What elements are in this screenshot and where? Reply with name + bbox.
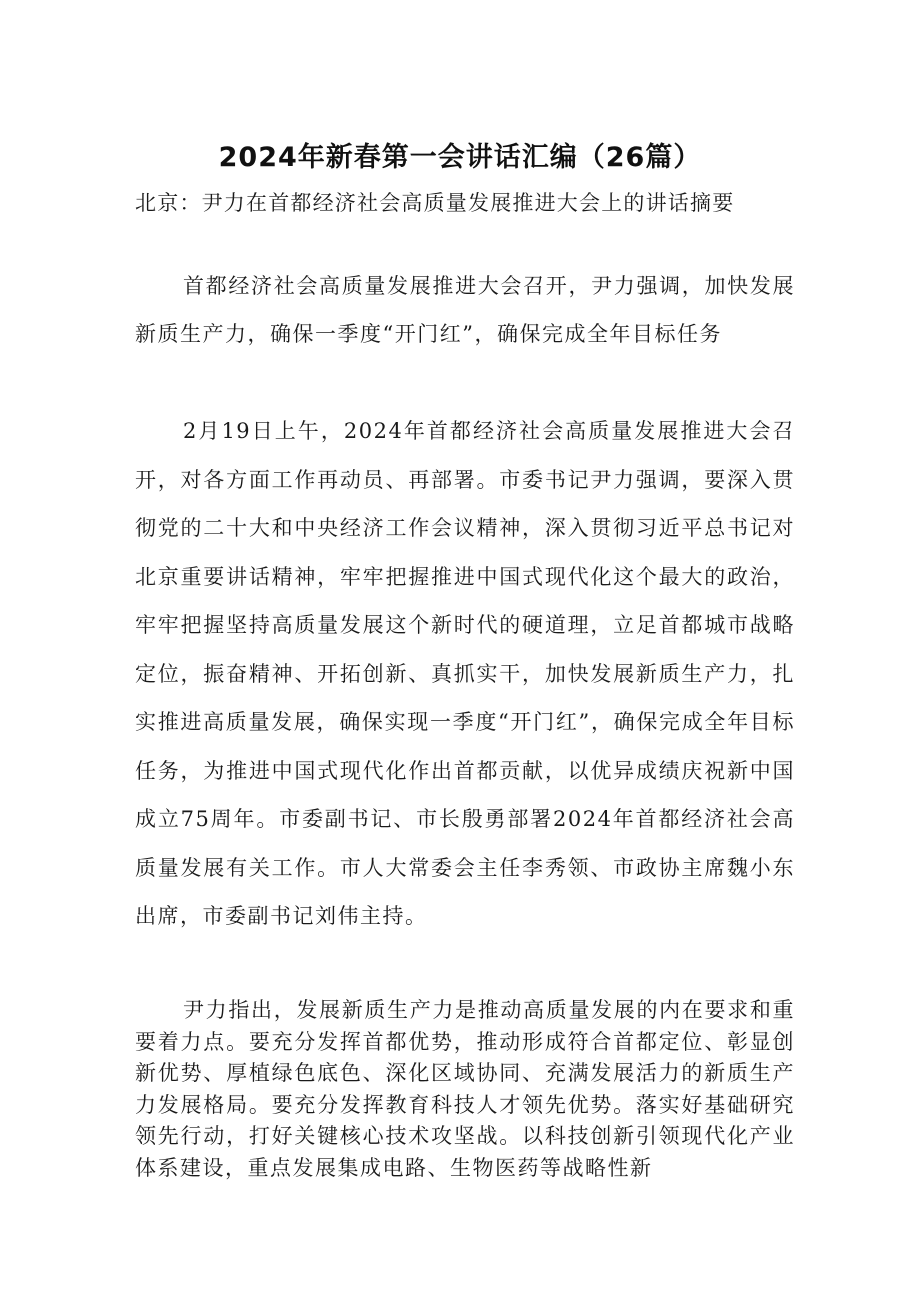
- paragraph-summary: 首都经济社会高质量发展推进大会召开，尹力强调，加快发展新质生产力，确保一季度“开门红”，确保完成全年目标任务: [135, 274, 795, 346]
- paragraph-meeting: 2月19日上午，2024年首都经济社会高质量发展推进大会召开，对各方面工作再动员、再部署。市委书记尹力强调，要深入贯彻党的二十大和中央经济工作会议精神，深入贯彻习近平总书记对北京重要讲话精神，牢牢把握推进中国式现代化这个最大的政治，牢牢把握坚持高质量发展这个新时代的硬道理，立足首都城市战略定位，振奋精神、开拓创新、真抓实干，加快发展新质生产力，扎实推进高质量发展，确保实现一季度“开门红”，确保完成全年目标任务，为推进中国式现代化作出首都贡献，以优异成绩庆祝新中国成立75周年。市委副书记、市长殷勇部署2024年首都经济社会高质量发展有关工作。市人大常委会主任李秀领、市政协主席魏小东出席，市委副书记刘伟主持。: [135, 419, 795, 928]
- document-title: 2024年新春第一会讲话汇编（26篇）: [218, 142, 702, 173]
- section-heading: 北京：尹力在首都经济社会高质量发展推进大会上的讲话摘要: [135, 191, 735, 215]
- paragraph-productivity: 尹力指出，发展新质生产力是推动高质量发展的内在要求和重要着力点。要充分发挥首都优势，推动形成符合首都定位、彰显创新优势、厚植绿色底色、深化区域协同、充满发展活力的新质生产力发展格局。要充分发挥教育科技人才领先优势。落实好基础研究领先行动，打好关键核心技术攻坚战。以科技创新引领现代化产业体系建设，重点发展集成电路、生物医药等战略性新: [135, 998, 795, 1180]
